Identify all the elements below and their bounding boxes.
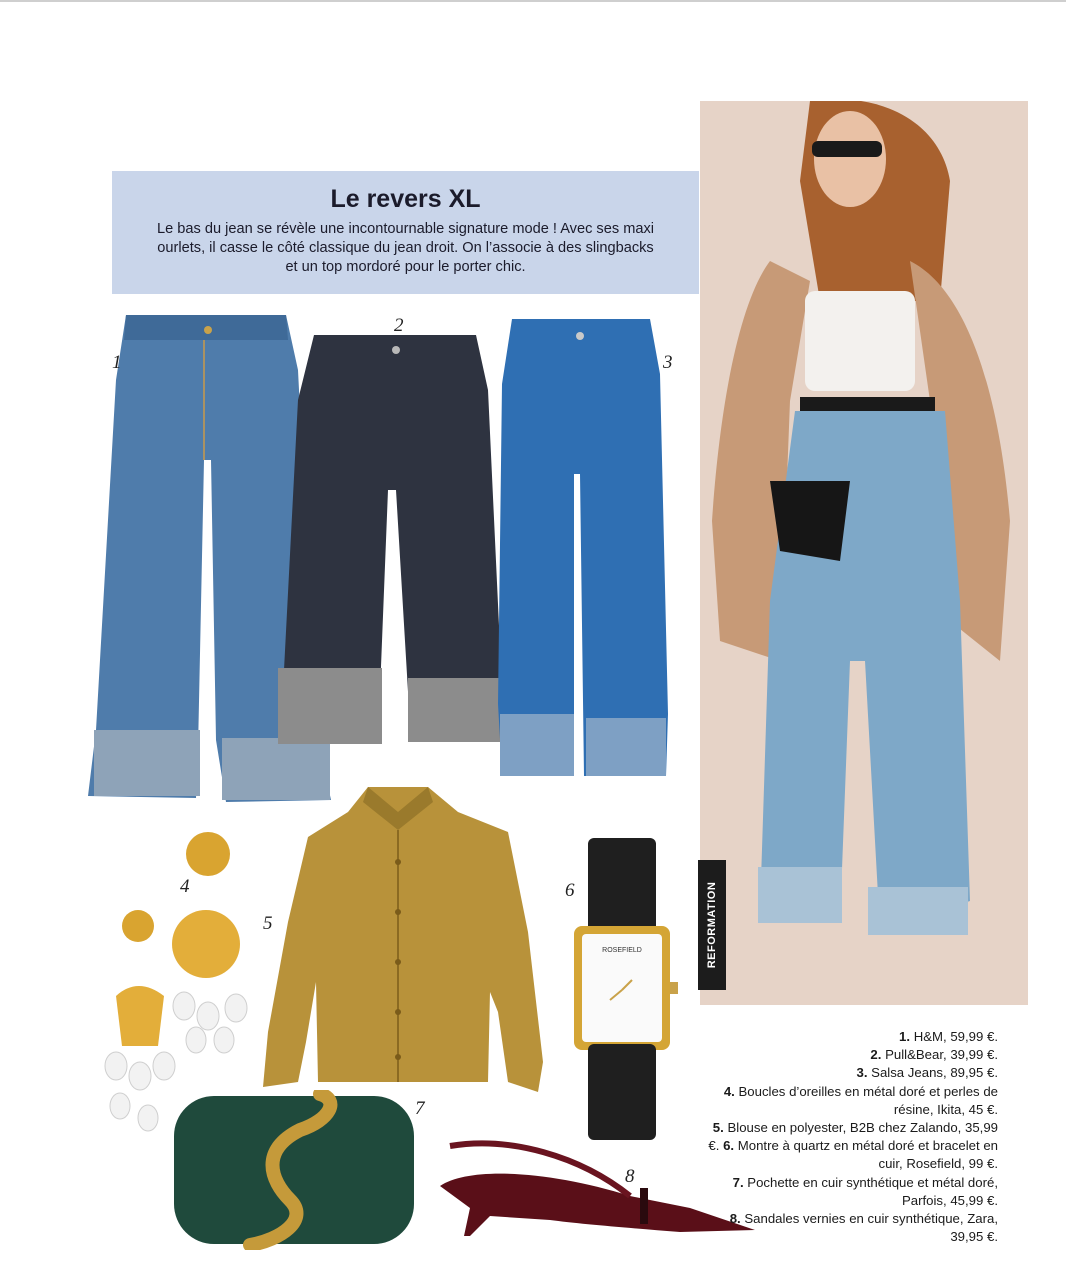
number-8: 8 <box>625 1166 635 1187</box>
photo-credit <box>698 860 726 990</box>
number-1: 1 <box>112 352 122 373</box>
jean-2-image <box>276 330 506 750</box>
product-captions <box>708 1028 998 1246</box>
clutch-image <box>170 1090 420 1250</box>
number-2: 2 <box>394 315 404 336</box>
caption-5-6: 5. Blouse en polyester, B2B chez Zalando, 35,99 €. 6. Montre à quartz en métal doré et bracelet en cuir, Rosefield, 99 €. <box>708 1120 998 1172</box>
watch-brand: ROSEFIELD <box>602 947 642 954</box>
model-photo <box>700 101 1028 1005</box>
photo-credit-label: REFORMATION <box>706 881 718 969</box>
watch-image <box>566 834 686 1144</box>
caption-4: 4. Boucles d’oreilles en métal doré et perles de résine, Ikita, 45 €. <box>723 1083 998 1117</box>
jean-3-image <box>494 314 674 780</box>
caption-3: 3. Salsa Jeans, 89,95 €. <box>856 1065 998 1081</box>
blouse-image <box>258 782 548 1102</box>
number-4: 4 <box>180 876 190 897</box>
number-3: 3 <box>663 352 673 373</box>
intro-text: Le bas du jean se révèle une incontournable signature mode ! Avec ses maxi ourlets, il casse le côté classique du jean droit. On l’associe à des slingbacks et un top mordoré pour le porter chic. <box>156 221 655 275</box>
caption-2: 2. Pull&Bear, 39,99 €. <box>870 1047 998 1063</box>
caption-8: 8. Sandales vernies en cuir synthétique, Zara, 39,95 €. <box>729 1211 998 1245</box>
top-rule <box>0 0 1066 2</box>
number-7: 7 <box>415 1098 425 1119</box>
number-5: 5 <box>263 913 273 934</box>
number-6: 6 <box>565 880 575 901</box>
header-box <box>112 171 699 294</box>
caption-1: 1. H&M, 59,99 €. <box>899 1029 998 1044</box>
page-title: Le revers XL <box>330 185 481 213</box>
caption-7: 7. Pochette en cuir synthétique et métal doré, Parfois, 45,99 €. <box>732 1174 998 1208</box>
